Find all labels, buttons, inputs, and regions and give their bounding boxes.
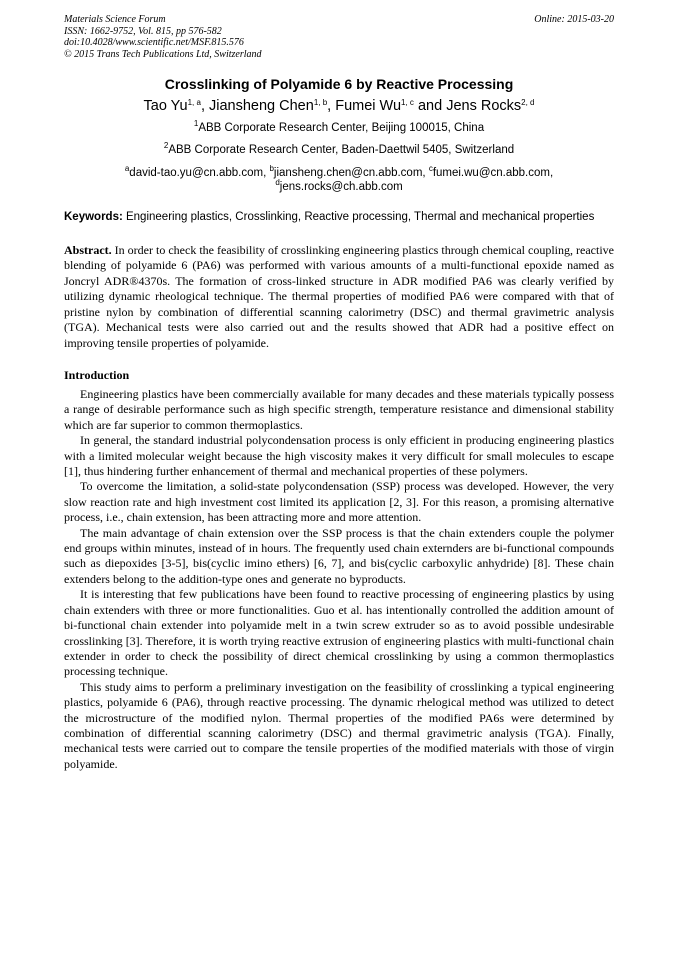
email-link[interactable]: david-tao.yu@cn.abb.com [129,167,264,179]
email-sup: c [428,164,433,173]
email-sup: b [269,164,274,173]
affiliation-sup: 1 [193,119,199,128]
journal-name: Materials Science Forum [64,14,166,25]
keywords-label: Keywords: [64,211,123,223]
author-name: Tao Yu [143,98,188,114]
email-link[interactable]: jens.rocks@ch.abb.com [279,181,403,193]
author-and: and [413,98,447,114]
paragraph: It is interesting that few publications have been found to reactive processing of engineering plastics by using chain extenders with three or more functionalities. Guo et al. has intentionally controlled the addition amount of bi-functional chain extender into polyamide melt in a twin screw extruder so as to avoid possible undesirable crosslinking [3]. Therefore, it is worth trying reactive extrusion of engineering plastics with multi-functional chain extender in order to check the possibility of direct chemical crosslinking by using a common thermoplastics processing technique. [64,587,614,679]
email-separator: , [422,167,429,179]
abstract-text: In order to check the feasibility of crosslinking engineering plastics through chemical coupling, reactive blending of polyamide 6 (PA6) was performed with various amounts of a multi-functional epoxide named as Joncryl ADR®4370s. The formation of cross-linked structure in ADR modified PA6 was clearly verified by utilizing dynamic rheological technique. The thermal properties of modified PA6 were compared with that of pristine nylon by combination of differential scanning calorimetry (DSC) and thermal gravimetric analysis (TGA). Mechanical tests were also carried out and the results showed that ADR had a positive effect on improving tensile properties of polyamide. [64,242,614,350]
email-link[interactable]: fumei.wu@cn.abb.com [432,167,550,179]
keywords-text: Engineering plastics, Crosslinking, Reactive processing, Thermal and mechanical properties [122,211,595,223]
abstract [64,243,614,352]
paragraph: The main advantage of chain extension over the SSP process is that the chain extenders couple the polymer end groups within minutes, instead of in hours. The frequently used chain externders are bi-functional compounds such as diepoxides [3-5], bis(cyclic imino ethers) [6, 7], and bis(cyclic carboxylic anhydride) [8]. These chain extenders belong to the addition-type ones and generate no byproducts. [64,525,614,586]
author-list [64,97,614,115]
paragraph: Engineering plastics have been commercially available for many decades and these materials typically possess a range of desirable performance such as high specific strength, temperature resistance and dimensional stability which are far superior to common thermoplastics. [64,387,614,432]
introduction-body [64,387,614,772]
online-date: Online: 2015-03-20 [534,14,614,25]
email-separator: , [263,167,270,179]
author-name: Fumei Wu [335,98,402,114]
copyright-line: © 2015 Trans Tech Publications Ltd, Switzerland [64,48,262,60]
author-sup: 2, d [521,98,535,107]
author-sup: 1, b [313,98,328,107]
email-sup: a [124,164,130,173]
journal-header [64,14,614,60]
email-line-2 [64,180,614,194]
author-name: Jens Rocks [446,98,522,114]
issn-line: ISSN: 1662-9752, Vol. 815, pp 576-582 [64,25,222,37]
author-separator: , [200,98,209,114]
paragraph: This study aims to perform a preliminary investigation on the feasibility of crosslinking a typical engineering plastics, polyamide 6 (PA6), through reactive processing. The dynamic rhelogical method was utilized to detect the microstructure of the modified nylon. Thermal properties of the modified PA6s were determined by combination of differential scanning calorimetry (DSC) and thermal gravimetric analysis (TGA). Finally, mechanical tests were carried out to compare the tensile properties of the modified materials with those of virgin polyamide. [64,679,614,771]
author-sup: 1, c [401,98,414,107]
author-name: Jiansheng Chen [209,98,314,114]
affiliation-text: ABB Corporate Research Center, Beijing 100015, China [198,122,485,134]
section-heading-introduction: Introduction [64,368,130,382]
email-sup: d [275,178,280,187]
author-sup: 1, a [187,98,201,107]
keywords [64,210,614,225]
paragraph: To overcome the limitation, a solid-state polycondensation (SSP) process was developed. However, the very slow reaction rate and high investment cost limited its application [2, 3]. For this reason, a promising alternative process, i.e., chain extension, has been attracting more and more attention. [64,479,614,525]
email-list [64,166,614,194]
affiliation-1 [64,121,614,135]
author-separator: , [327,98,336,114]
affiliation-text: ABB Corporate Research Center, Baden-Daettwil 5405, Switzerland [168,144,515,156]
paper-page [64,14,614,772]
email-link[interactable]: jiansheng.chen@cn.abb.com [273,167,423,179]
paper-title: Crosslinking of Polyamide 6 by Reactive Processing [164,76,514,92]
affiliation-sup: 2 [163,141,169,150]
doi-line: doi:10.4028/www.scientific.net/MSF.815.576 [64,37,244,48]
paragraph: In general, the standard industrial polycondensation process is only efficient in producing engineering plastics with a limited molecular weight because the high viscosity makes it very difficult for small molecules to escape [1], thus hindering further enhancement of thermal and mechanical properties of these polymers. [64,433,614,479]
email-line-1 [64,166,614,180]
affiliation-2 [64,143,614,157]
abstract-label: Abstract. [64,242,112,257]
email-separator: , [549,167,554,179]
